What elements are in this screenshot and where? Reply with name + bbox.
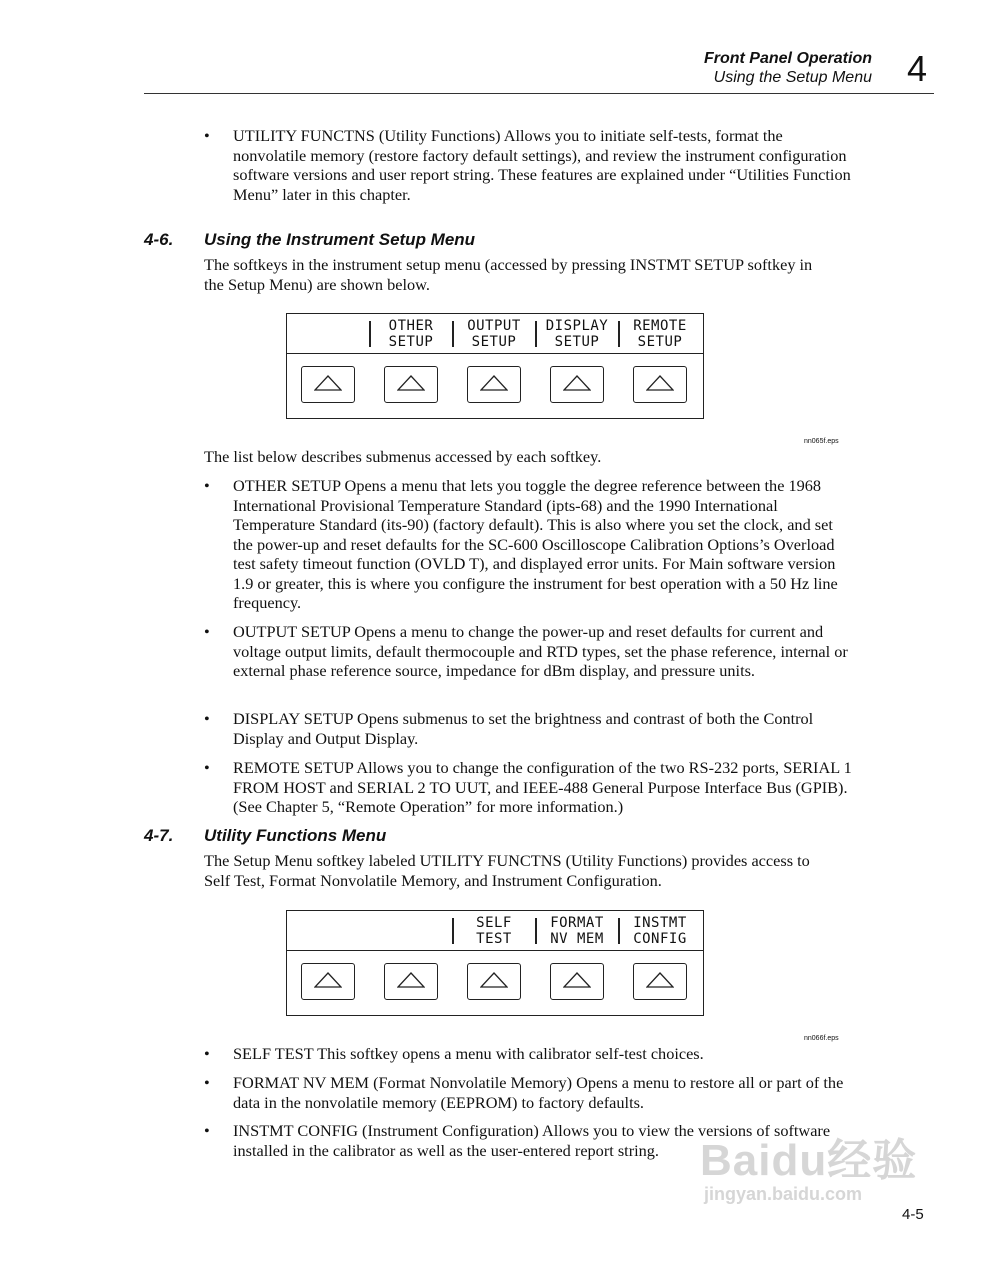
bullet-display-setup: DISPLAY SETUP Opens submenus to set the brightness and contrast of both the Control Display and Output Display. [233, 709, 814, 748]
lcd-display [287, 314, 703, 354]
triangle-up-icon [397, 375, 425, 391]
softkey-label-remote-setup: REMOTE SETUP [633, 318, 687, 350]
triangle-up-icon [646, 972, 674, 988]
chapter-number: 4 [907, 48, 928, 89]
section-title: Using the Instrument Setup Menu [204, 230, 476, 249]
section-number: 4-7. [144, 826, 174, 845]
softkey-button-2 [384, 366, 438, 403]
softkey-label-display-setup: DISPLAY SETUP [545, 318, 609, 350]
lcd-display [287, 911, 703, 951]
bullet-marker: • [204, 709, 210, 728]
bullet-output-setup: OUTPUT SETUP Opens a menu to change the power-up and reset defaults for current and voltage output limits, default thermocouple and RTD types, set the phase reference, internal or external phase reference source, impedance for dBm display, and pressure units. [233, 622, 848, 680]
bullet-utility-functns: UTILITY FUNCTNS (Utility Functions) Allows you to initiate self-tests, format the nonvolatile memory (restore factory default settings), and review the instrument configuration software versions and user report string. These features are explained under “Utilities Function Menu” later in this chapter. [233, 126, 851, 204]
triangle-up-icon [480, 375, 508, 391]
softkey-panel-utility [286, 910, 704, 1016]
running-header [704, 49, 872, 87]
softkey-button-3 [467, 366, 521, 403]
bullet-marker: • [204, 476, 210, 495]
softkey-panel-setup [286, 313, 704, 419]
softkey-button-5 [633, 366, 687, 403]
page-number: 4-5 [902, 1206, 924, 1223]
softkey-label-output-setup: OUTPUT SETUP [467, 318, 521, 350]
bullet-marker: • [204, 1044, 210, 1063]
figure-id: nn066f.eps [804, 1035, 839, 1042]
triangle-up-icon [397, 972, 425, 988]
triangle-up-icon [563, 375, 591, 391]
softkey-button-4 [550, 366, 604, 403]
bullet-remote-setup: REMOTE SETUP Allows you to change the configuration of the two RS-232 ports, SERIAL 1 FROM HOST and SERIAL 2 TO UUT, and IEEE-488 General Purpose Interface Bus (GPIB). (See Chapter 5, “Remote Operation” for more information.) [233, 758, 852, 816]
softkey-button-1 [301, 963, 355, 1000]
watermark-url: jingyan.baidu.com [704, 1184, 863, 1204]
triangle-up-icon [314, 375, 342, 391]
bullet-other-setup: OTHER SETUP Opens a menu that lets you toggle the degree reference between the 1968 International Provisional Temperature Standard (ipts-68) and the 1990 International Temperature Standard (its-90) (factory default). This is also where you set the clock, and set the power-up and reset defaults for the SC-600 Oscilloscope Calibration Options’s Overload test safety timeout function (OVLD T), and displayed error units. For Main software version 1.9 or greater, this is where you configure the instrument for best operation with a 50 Hz line frequency. [233, 476, 838, 612]
bullet-instmt-config: INSTMT CONFIG (Instrument Configuration) Allows you to view the versions of software installed in the calibrator as well as the user-entered report string. [233, 1121, 831, 1160]
header-subtitle: Using the Setup Menu [713, 69, 872, 86]
triangle-up-icon [314, 972, 342, 988]
softkey-label-other-setup: OTHER SETUP [388, 318, 434, 350]
softkey-button-3 [467, 963, 521, 1000]
softkey-button-4 [550, 963, 604, 1000]
triangle-up-icon [646, 375, 674, 391]
header-rule [144, 93, 934, 94]
section-intro: The softkeys in the instrument setup menu (accessed by pressing INSTMT SETUP softkey in the Setup Menu) are shown below. [204, 255, 813, 294]
header-title: Front Panel Operation [703, 50, 872, 67]
triangle-up-icon [480, 972, 508, 988]
figure-id: nn065f.eps [804, 438, 839, 445]
triangle-up-icon [563, 972, 591, 988]
section-number: 4-6. [144, 230, 174, 249]
baidu-watermark [700, 1138, 917, 1204]
softkey-button-1 [301, 366, 355, 403]
list-intro: The list below describes submenus accessed by each softkey. [204, 447, 602, 466]
softkey-label-self-test: SELF TEST [476, 915, 512, 947]
section-intro: The Setup Menu softkey labeled UTILITY FUNCTNS (Utility Functions) provides access to Self Test, Format Nonvolatile Memory, and Instrument Configuration. [204, 851, 810, 890]
bullet-marker: • [204, 1073, 210, 1092]
softkey-label-format-nv-mem: FORMAT NV MEM [550, 915, 604, 947]
bullet-marker: • [204, 1121, 210, 1140]
section-title: Utility Functions Menu [204, 826, 387, 845]
bullet-marker: • [204, 622, 210, 641]
softkey-button-2 [384, 963, 438, 1000]
bullet-self-test: SELF TEST This softkey opens a menu with calibrator self-test choices. [233, 1044, 704, 1063]
softkey-button-5 [633, 963, 687, 1000]
bullet-marker: • [204, 126, 210, 145]
bullet-marker: • [204, 758, 210, 777]
watermark-logo: Baidu经验 [700, 1136, 918, 1185]
softkey-label-instmt-config: INSTMT CONFIG [633, 915, 687, 947]
bullet-format-nv-mem: FORMAT NV MEM (Format Nonvolatile Memory) Opens a menu to restore all or part of the data in the nonvolatile memory (EEPROM) to factory defaults. [233, 1073, 844, 1112]
